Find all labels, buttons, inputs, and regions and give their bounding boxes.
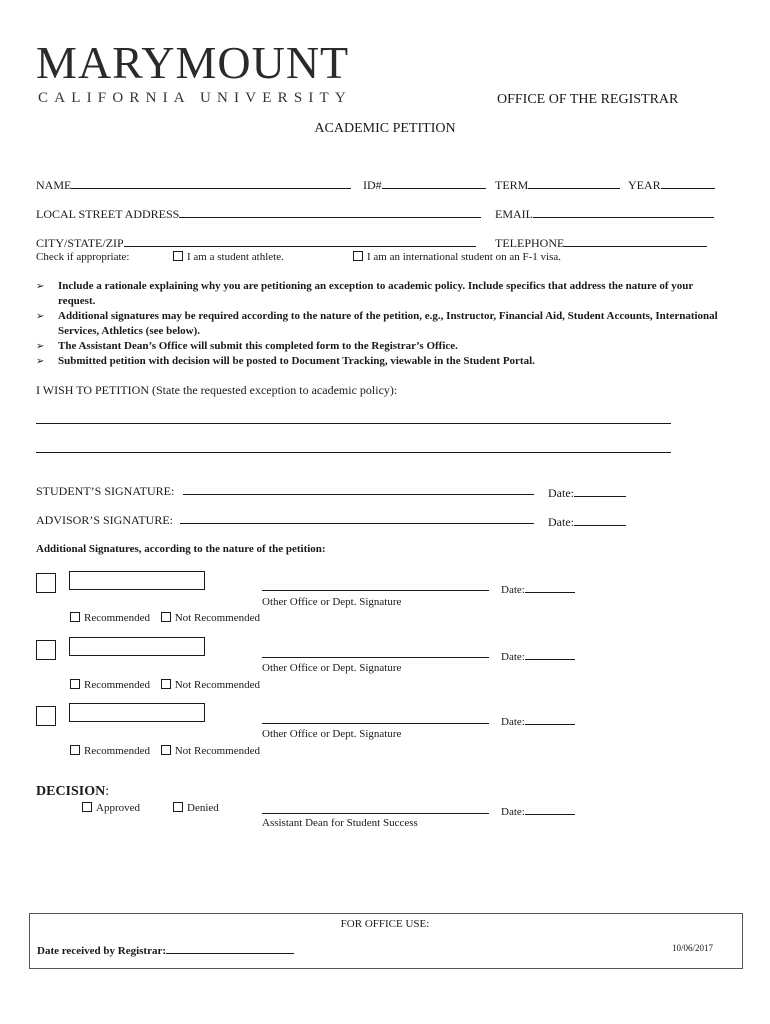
denied-option[interactable] [173, 802, 219, 814]
petition-line-2[interactable] [36, 452, 671, 453]
decision-label: DECISION [36, 784, 106, 799]
student-date-field[interactable] [574, 484, 626, 497]
signature-block-1-caption: Other Office or Dept. Signature [262, 596, 402, 608]
city-row [36, 234, 476, 251]
term-row [495, 176, 620, 193]
form-title: ACADEMIC PETITION [314, 121, 456, 136]
signature-block-2-checkbox[interactable] [36, 640, 56, 660]
student-date-label: Date: [548, 486, 574, 500]
athlete-checkbox[interactable] [173, 251, 183, 261]
office-name: OFFICE OF THE REGISTRAR [497, 92, 679, 107]
signature-block-2-caption: Other Office or Dept. Signature [262, 662, 402, 674]
decision-date [501, 802, 575, 818]
signature-block-2-line[interactable] [262, 657, 489, 658]
street-label: LOCAL STREET ADDRESS [36, 207, 180, 221]
date-received-row [37, 941, 294, 957]
date-label: Date: [501, 806, 525, 818]
approved-option[interactable] [82, 802, 140, 814]
instruction-item: ➢ Submitted petition with decision will be posted to Document Tracking, viewable in the Student Portal. [36, 354, 726, 369]
id-row [363, 176, 486, 193]
recommended-checkbox[interactable] [70, 612, 80, 622]
instructions-list [36, 279, 726, 369]
signature-block-2-name-field[interactable] [69, 637, 205, 656]
street-row [36, 205, 481, 222]
dean-signature-line[interactable] [262, 813, 489, 814]
recommended-checkbox[interactable] [70, 679, 80, 689]
not-recommended-checkbox[interactable] [161, 612, 171, 622]
id-label: ID# [363, 178, 382, 192]
recommended-checkbox[interactable] [70, 745, 80, 755]
signature-block-2-date [501, 647, 575, 663]
year-row [628, 176, 715, 193]
petition-label: I WISH TO PETITION (State the requested exception to academic policy): [36, 383, 398, 397]
signature-block-3-date [501, 712, 575, 728]
name-field[interactable] [71, 176, 351, 189]
street-field[interactable] [179, 205, 481, 218]
name-row [36, 176, 351, 193]
advisor-signature-label: ADVISOR’S SIGNATURE: [36, 513, 174, 527]
decision-heading [36, 784, 109, 800]
student-signature-row [36, 484, 174, 499]
denied-checkbox[interactable] [173, 802, 183, 812]
student-signature-line[interactable] [183, 494, 534, 495]
term-label: TERM [495, 178, 529, 192]
signature-block-3-line[interactable] [262, 723, 489, 724]
not-recommended-label: Not Recommended [174, 745, 260, 757]
recommended-label: Recommended [84, 679, 150, 691]
year-label: YEAR [628, 178, 661, 192]
advisor-date-row [548, 513, 626, 530]
recommended-label: Recommended [84, 612, 150, 624]
telephone-field[interactable] [564, 234, 707, 247]
denied-label: Denied [187, 802, 219, 814]
signature-block-1-date [501, 580, 575, 596]
date-received-label: Date received by Registrar: [37, 945, 166, 957]
instruction-item: ➢ Additional signatures may be required according to the nature of the petition, e.g., Instructor, Financial Aid, Student Accounts, International Services, Athletics (see below). [36, 309, 726, 339]
instruction-item: ➢ Include a rationale explaining why you are petitioning an exception to academic policy. Include specifics that address the nature of your request. [36, 279, 726, 309]
logo-main: MARYMOUNT [36, 37, 350, 88]
signature-block-2-recommendation [70, 679, 260, 691]
signature-block-1-name-field[interactable] [69, 571, 205, 590]
date-label: Date: [501, 716, 525, 728]
id-field[interactable] [382, 176, 486, 189]
approved-label: Approved [96, 802, 140, 814]
athlete-label: I am a student athlete. [187, 251, 284, 263]
telephone-label: TELEPHONE [495, 236, 565, 250]
not-recommended-label: Not Recommended [174, 679, 260, 691]
instruction-item: ➢ The Assistant Dean’s Office will submit this completed form to the Registrar’s Office. [36, 339, 726, 354]
signature-block-2-date-field[interactable] [525, 647, 575, 660]
recommended-label: Recommended [84, 745, 150, 757]
year-field[interactable] [661, 176, 715, 189]
advisor-signature-row [36, 513, 173, 528]
signature-block-1-date-field[interactable] [525, 580, 575, 593]
email-field[interactable] [533, 205, 714, 218]
email-label: EMAIL [495, 207, 533, 221]
signature-block-3-caption: Other Office or Dept. Signature [262, 728, 402, 740]
student-signature-label: STUDENT’S SIGNATURE: [36, 484, 175, 498]
telephone-row [495, 234, 707, 251]
term-field[interactable] [528, 176, 620, 189]
dean-caption: Assistant Dean for Student Success [262, 817, 418, 829]
student-date-row [548, 484, 626, 501]
signature-block-3-name-field[interactable] [69, 703, 205, 722]
international-checkbox[interactable] [353, 251, 363, 261]
approved-checkbox[interactable] [82, 802, 92, 812]
name-label: NAME [36, 178, 72, 192]
advisor-signature-line[interactable] [180, 523, 534, 524]
advisor-date-field[interactable] [574, 513, 626, 526]
email-row [495, 205, 714, 222]
date-label: Date: [501, 584, 525, 596]
international-option[interactable] [353, 251, 561, 263]
city-label: CITY/STATE/ZIP [36, 236, 124, 250]
petition-line-1[interactable] [36, 423, 671, 424]
signature-block-1-checkbox[interactable] [36, 573, 56, 593]
decision-colon: : [105, 784, 110, 799]
city-field[interactable] [124, 234, 476, 247]
date-received-field[interactable] [166, 941, 294, 954]
signature-block-1-line[interactable] [262, 590, 489, 591]
additional-signatures-label: Additional Signatures, according to the nature of the petition: [36, 543, 326, 555]
signature-block-1-recommendation [70, 612, 260, 624]
form-version: 10/06/2017 [672, 943, 714, 953]
decision-date-field[interactable] [525, 802, 575, 815]
signature-block-3-date-field[interactable] [525, 712, 575, 725]
international-label: I am an international student on an F-1 visa. [367, 251, 561, 263]
date-label: Date: [501, 651, 525, 663]
not-recommended-label: Not Recommended [174, 612, 260, 624]
check-if-label: Check if appropriate: [36, 251, 130, 263]
advisor-date-label: Date: [548, 515, 574, 529]
signature-block-3-recommendation [70, 745, 260, 757]
signature-block-3-checkbox[interactable] [36, 706, 56, 726]
athlete-option[interactable] [173, 251, 284, 263]
not-recommended-checkbox[interactable] [161, 745, 171, 755]
office-use-title: FOR OFFICE USE: [340, 918, 430, 930]
logo-sub: CALIFORNIA UNIVERSITY [38, 90, 352, 106]
not-recommended-checkbox[interactable] [161, 679, 171, 689]
